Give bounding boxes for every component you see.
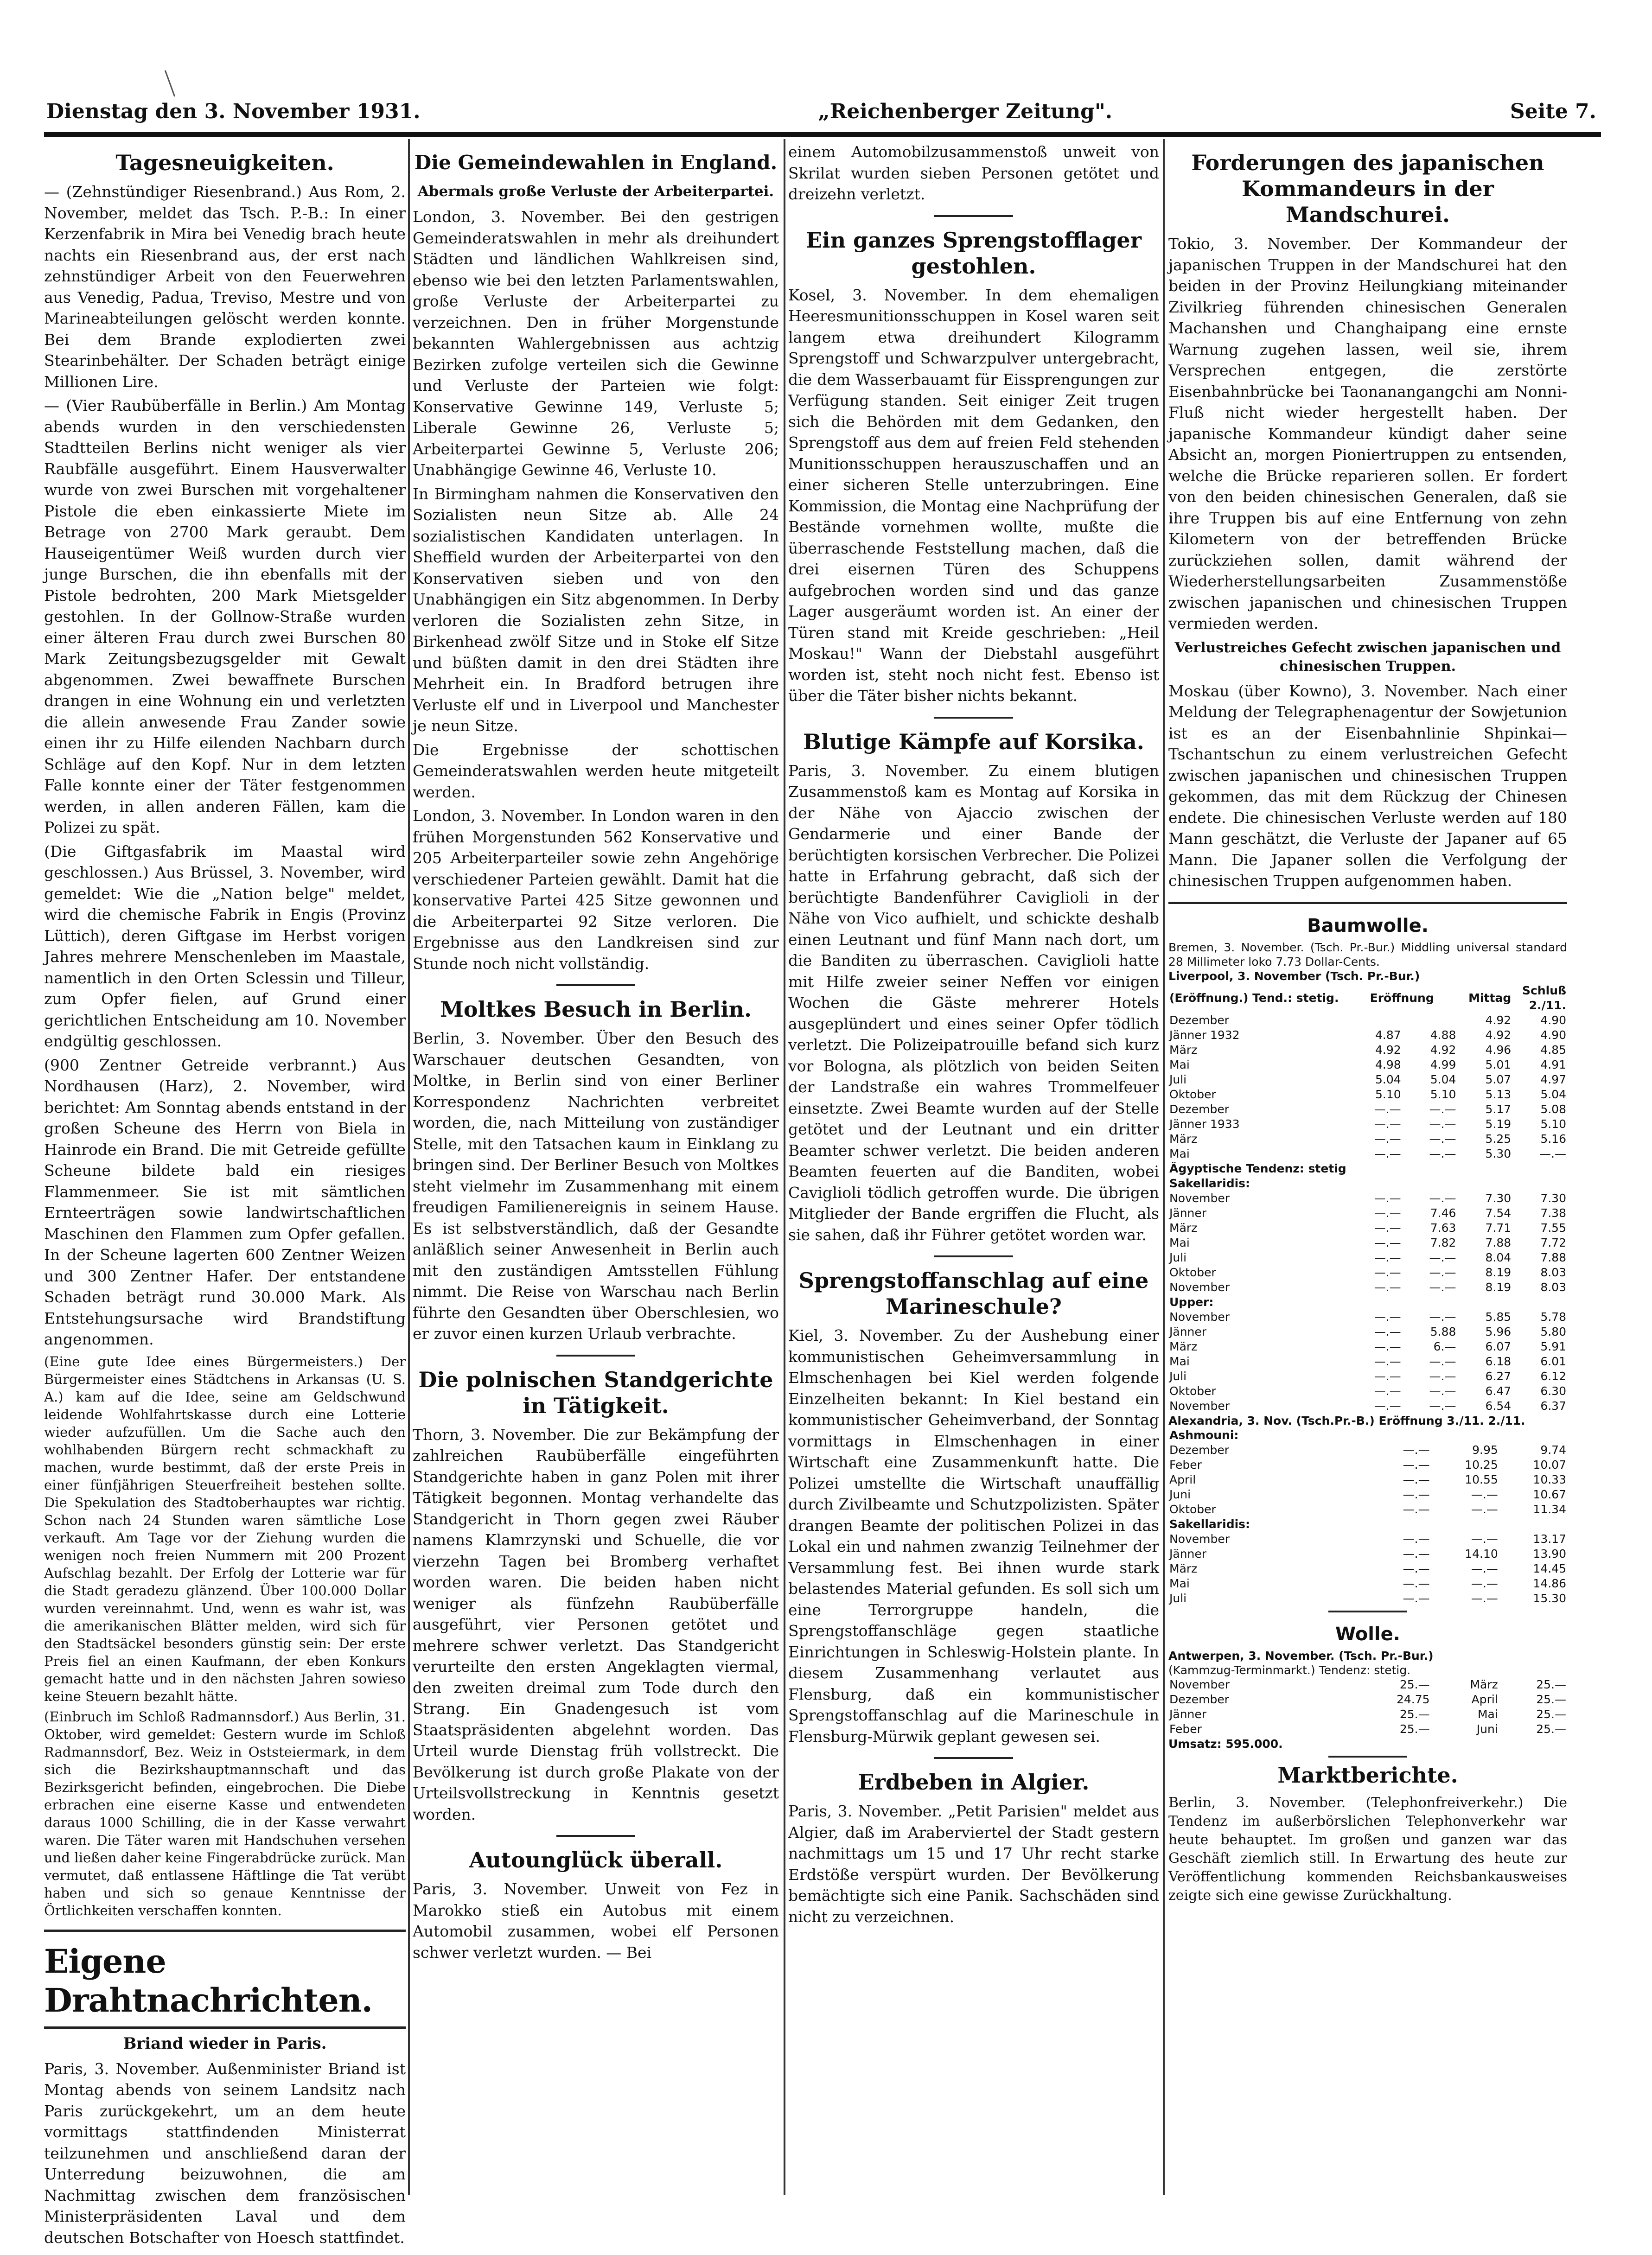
- row-label: Jänner 1932: [1169, 1028, 1240, 1042]
- row-label: März: [1169, 1221, 1198, 1235]
- column-4: [1168, 141, 1567, 2199]
- row-value: —.—: [1374, 1250, 1401, 1264]
- liverpool-sub: (Eröffnung.) Tend.: stetig.: [1169, 991, 1339, 1005]
- row-value: 8.03: [1540, 1280, 1566, 1294]
- row-value: 5.96: [1485, 1325, 1512, 1338]
- row-value: —.—: [1471, 1561, 1498, 1575]
- row-label: Jänner: [1169, 1325, 1207, 1338]
- table-row: [1168, 1384, 1567, 1399]
- row-value: —.—: [1374, 1117, 1401, 1131]
- table-row: [1168, 1087, 1567, 1102]
- column-3: [788, 141, 1159, 2218]
- row-value: 25.—: [1536, 1707, 1566, 1721]
- row-value: 6.07: [1485, 1339, 1512, 1353]
- table-row: [1168, 1280, 1567, 1295]
- table-row: [1168, 1206, 1567, 1221]
- article-continuation: einem Automobilzusammenstoß unweit von Skrilat wurden sieben Personen getötet und dreizehn verletzt.: [788, 143, 1159, 203]
- row-value: —.—: [1471, 1502, 1498, 1516]
- row-value: 4.90: [1540, 1013, 1566, 1027]
- row-value: 4.92: [1430, 1043, 1456, 1057]
- row-value: 5.10: [1430, 1087, 1456, 1101]
- market-umsatz: Umsatz: 595.000.: [1168, 1737, 1283, 1751]
- article-buergermeister: (Eine gute Idee eines Bürgermeisters.) Der Bürgermeister eines Städtchens in Arkansas (U. S. A.) kam auf die Idee, seine am Geldschwund leidende Wohlfahrtskasse durch eine Lotterie wieder aufzufüllen. Um die Sache auch den wohlhabenden Bürgern recht schmackhaft zu machen, wurde bestimmt, daß der erste Preis in einer fünfjährigen Steuerfreiheit bestehen sollte. Die Spekulation des Stadtoberhauptes war richtig. Schon nach 24 Stunden waren sämtliche Lose verkauft. Am Tage vor der Ziehung wurden die wenigen noch freien Nummern mit 200 Prozent Aufschlag bezahlt. Der Erfolg der Lotterie war für die Stadt geradezu glänzend. Über 100.000 Dollar wurden vereinnahmt. Und, wenn es wahr ist, was die amerikanischen Blätter melden, wird sich für den Stadtsäckel besonders günstig sein: Der erste Preis fiel an einen Kaufmann, der eben Konkurs gemacht hatte und in den nächsten Jahren sowieso keine Steuern bezahlt hätte.: [44, 1353, 406, 1704]
- row-label: Juli: [1169, 1250, 1187, 1264]
- pen-mark: [165, 70, 175, 96]
- row-value: 10.25: [1465, 1458, 1498, 1471]
- subheadline-verluste: Abermals große Verluste der Arbeiterpartei.: [417, 183, 774, 200]
- row-value: —.—: [1403, 1502, 1430, 1516]
- divider: [556, 1835, 635, 1837]
- article-marktberichte: Berlin, 3. November. (Telephonfreiverkehr.) Die Tendenz im außerbörslichen Telephonverkehr war heute behauptet. Im großen und ganzen war das Geschäft ziemlich still. In Erwartung des heute zur Veröffentlichung kommenden Reichsbankausweises zeigte sich eine gewisse Zurückhaltung.: [1168, 1794, 1567, 1904]
- table-row: [1168, 1236, 1567, 1250]
- row-value: 7.30: [1540, 1191, 1566, 1205]
- row-label: Oktober: [1169, 1502, 1216, 1516]
- row-value: —.—: [1374, 1399, 1401, 1413]
- row-label: Jänner: [1169, 1547, 1207, 1561]
- table-row: [1168, 1487, 1567, 1502]
- row-value: 4.98: [1375, 1057, 1401, 1071]
- table-row: [1168, 1692, 1567, 1707]
- row-value: 7.55: [1540, 1221, 1566, 1235]
- row-value: 13.90: [1533, 1547, 1566, 1561]
- row-value: —.—: [1403, 1532, 1430, 1546]
- table-row: [1168, 1250, 1567, 1265]
- row-value: 6.01: [1540, 1354, 1566, 1368]
- row-value: —.—: [1403, 1561, 1430, 1575]
- row-value: —.—: [1374, 1191, 1401, 1205]
- row-value: —.—: [1429, 1132, 1456, 1146]
- sakel2-head: Sakellaridis:: [1169, 1517, 1250, 1531]
- header-paper-name: „Reichenberger Zeitung".: [818, 99, 1113, 123]
- row-value: 10.67: [1533, 1487, 1566, 1501]
- divider: [934, 215, 1013, 217]
- row-value: —.—: [1429, 1354, 1456, 1368]
- table-row: [1168, 1072, 1567, 1087]
- row-value: 25.—: [1536, 1722, 1566, 1736]
- row-value: —.—: [1429, 1369, 1456, 1383]
- divider: [934, 717, 1013, 719]
- row-label: Dezember: [1169, 1013, 1230, 1027]
- row-value: 9.95: [1472, 1443, 1498, 1457]
- wool-table: [1168, 1677, 1567, 1737]
- article-riesenbrand: — (Zehnstündiger Riesenbrand.) Aus Rom, 2. November, meldet das Tsch. P.-B.: In einer Kerzenfabrik in Mira bei Venedig brach heute nachts ein Riesenbrand aus, der erst nach zehnstündiger Arbeit von den Feuerwehren aus Venedig, Padua, Treviso, Mestre und von Marineabteilungen gelöscht werden konnte. Bei dem Brande explodierten zwei Stearinbehälter. Der Schaden beträgt einige Millionen Lire.: [44, 183, 406, 391]
- table-row: [1168, 1591, 1567, 1606]
- divider: [44, 2026, 406, 2029]
- row-value: 5.25: [1485, 1132, 1512, 1146]
- headline-mandschurei: Forderungen des japanischen Kommandeurs in der Mandschurei.: [1191, 150, 1544, 227]
- headline-standgerichte: Die polnischen Standgerichte in Tätigkeit.: [418, 1367, 773, 1418]
- table-row: [1168, 1576, 1567, 1591]
- row-value: —.—: [1374, 1102, 1401, 1116]
- row-value: 4.92: [1375, 1043, 1401, 1057]
- row-value: —.—: [1403, 1487, 1430, 1501]
- row-value: —.—: [1403, 1472, 1430, 1486]
- divider: [44, 1930, 406, 1932]
- headline-sprengstofflager: Ein ganzes Sprengstofflager gestohlen.: [806, 227, 1142, 279]
- market-alexandria: Alexandria, 3. Nov. (Tsch.Pr.-B.) Eröffnung 3./11. 2./11.: [1168, 1414, 1525, 1427]
- table-row: [1168, 1561, 1567, 1576]
- column-divider: [408, 139, 410, 2195]
- row-value: 5.08: [1540, 1102, 1566, 1116]
- liverpool-table: [1168, 983, 1567, 1414]
- headline-marineschule: Sprengstoffanschlag auf eine Marineschule?: [798, 1268, 1149, 1319]
- row-label: Mai: [1169, 1147, 1190, 1160]
- header-page-number: Seite 7.: [1510, 99, 1596, 123]
- row-value: —.—: [1471, 1532, 1498, 1546]
- row-value: —.—: [1403, 1547, 1430, 1561]
- row-label: März: [1169, 1561, 1198, 1575]
- table-row: [1168, 1399, 1567, 1414]
- row-label: Dezember: [1169, 1443, 1230, 1457]
- article-sprengstofflager: Kosel, 3. November. In dem ehemaligen Heeresmunitionsschuppen in Kosel waren seit langem etwa dreihundert Kilogramm Sprengstoff und Schwarzpulver untergebracht, die dem Wasserbauamt für Eissprengungen zur Verfügung standen. Seit einiger Zeit trugen sich die Behörden mit dem Gedanken, den Sprengstoff aus dem auf freien Feld stehenden Munitionsschuppen herauszuschaffen und an einer sicheren Stelle unterzubringen. Eine Kommission, die Montag eine Nachprüfung der Bestände vornehmen wollte, mußte die überraschende Feststellung machen, daß die drei eisernen Türen des Schuppens aufgebrochen worden sind und das ganze Lager ausgeräumt worden ist. An einer der Türen stand mit Kreide geschrieben: „Heil Moskau!" Wann der Diebstahl ausgeführt worden ist, steht noch nicht fest. Ebenso ist über die Täter bisher nichts bekannt.: [788, 286, 1159, 705]
- row-value: 25.—: [1399, 1722, 1430, 1736]
- table-row: [1168, 1013, 1567, 1028]
- row-value: 7.88: [1485, 1236, 1512, 1249]
- table-row: [1168, 1325, 1567, 1339]
- headline-erdbeben: Erdbeben in Algier.: [858, 1770, 1090, 1795]
- table-row: [1168, 1102, 1567, 1117]
- article-schottland: Die Ergebnisse der schottischen Gemeinderatswahlen werden heute mitgeteilt werden.: [413, 740, 779, 801]
- row-value: 11.34: [1533, 1502, 1566, 1516]
- row-label: November: [1169, 1310, 1230, 1324]
- row-value: 14.86: [1533, 1576, 1566, 1590]
- row-value: 6.37: [1540, 1399, 1566, 1413]
- article-getreide: (900 Zentner Getreide verbrannt.) Aus Nordhausen (Harz), 2. November, wird berichtet: Am Sonntag abends entstand in der großen Scheune des Herrn von Biela in Hainrode ein Brand. Die mit Getreide gefüllte Scheune bildete bald ein riesiges Flammenmeer. Sie ist mit sämtlichen Ernteerträgen sowie landwirtschaftlichen Maschinen den Flammen zum Opfer gefallen. In der Scheune lagerten 600 Zentner Weizen und 300 Zentner Hafer. Der entstandene Schaden beträgt rund 30.000 Mark. Als Entstehungsursache wird Brandstiftung angenommen.: [44, 1056, 406, 1348]
- row-value: 7.38: [1540, 1206, 1566, 1220]
- row-value: [1347, 1013, 1402, 1028]
- row-value: —.—: [1374, 1236, 1401, 1249]
- row-value: 10.33: [1533, 1472, 1566, 1486]
- column-divider: [784, 139, 785, 2195]
- upper-head: Upper:: [1169, 1295, 1214, 1309]
- market-liverpool: Liverpool, 3. November (Tsch. Pr.-Bur.): [1168, 969, 1420, 983]
- article-korsika: Paris, 3. November. Zu einem blutigen Zusammenstoß kam es Montag auf Korsika in der Nähe von Ajaccio zwischen der Gendarmerie und einer Bande der berüchtigten korsischen Verbrecher. Die Polizei hatte in Erfahrung gebracht, daß sich der berüchtigte Bandenführer Caviglioli in der Nähe von Vico aufhielt, und schickte deshalb einen Leutnant und fünf Mann nach dort, um die Banditen zu überraschen. Caviglioli hatte mit Hilfe zweier seiner Neffen vor einigen Wochen die Gäste mehrerer Hotels ausgeplündert und eines seiner Opfer tödlich verletzt. Die Polizeipatrouille befand sich kurz vor Bologna, als plötzlich von beiden Seiten der Landstraße ein wahres Trommelfeuer einsetzte. Zwei Beamte wurden auf der Stelle getötet und der Leutnant und ein dritter Beamter schwer verletzt. Die beiden anderen Beamten feuerten auf die Banditen, wobei Caviglioli tödlich getroffen wurde. Die übrigen Mitglieder der Bande ergriffen die Flucht, als sie sahen, daß ihr Führer getötet worden war.: [788, 761, 1159, 1244]
- row-value: 5.10: [1375, 1087, 1401, 1101]
- row-value: —.—: [1403, 1443, 1430, 1457]
- row-value: —.—: [1374, 1132, 1401, 1146]
- row-value: 7.54: [1485, 1206, 1512, 1220]
- table-row: [1168, 1191, 1567, 1206]
- row-value: 5.10: [1540, 1117, 1566, 1131]
- table-row: [1168, 1354, 1567, 1369]
- table-row: [1168, 1057, 1567, 1072]
- table-row: [1168, 1369, 1567, 1384]
- sakel-head: Sakellaridis:: [1169, 1176, 1250, 1190]
- row-value: —.—: [1539, 1147, 1566, 1160]
- row-label: Oktober: [1169, 1087, 1216, 1101]
- row-label: Dezember: [1169, 1102, 1230, 1116]
- divider: [556, 1355, 635, 1357]
- row-label: Juli: [1169, 1591, 1187, 1605]
- row-value: März: [1470, 1677, 1498, 1691]
- divider: [1328, 1756, 1407, 1758]
- row-value: 5.16: [1540, 1132, 1566, 1146]
- row-value: 5.80: [1540, 1325, 1566, 1338]
- row-label: Juni: [1169, 1487, 1191, 1501]
- row-label: Juli: [1169, 1072, 1187, 1086]
- row-value: 4.88: [1430, 1028, 1456, 1042]
- row-label: Feber: [1169, 1722, 1202, 1736]
- headline-marktberichte: Marktberichte.: [1277, 1762, 1458, 1788]
- table-row: [1168, 1147, 1567, 1161]
- row-value: —.—: [1403, 1576, 1430, 1590]
- row-label: Oktober: [1169, 1384, 1216, 1398]
- row-label: November: [1169, 1532, 1230, 1546]
- market-title-baumwolle: Baumwolle.: [1307, 915, 1429, 936]
- headline-moltke: Moltkes Besuch in Berlin.: [440, 997, 752, 1022]
- col-mittag: Mittag: [1468, 991, 1512, 1005]
- row-value: 6.—: [1433, 1339, 1456, 1353]
- row-value: —.—: [1471, 1591, 1498, 1605]
- article-raubueberfaelle: — (Vier Raubüberfälle in Berlin.) Am Montag abends wurden in den verschiedensten Stadtteilen Berlins nicht weniger als vier Raubfälle ausgeführt. Einem Hausverwalter wurde von zwei Burschen mit vorgehaltener Pistole die eben einkassierte Miete im Betrage von 2700 Mark geraubt. Dem Hauseigentümer Weiß wurden durch vier junge Burschen, die ihn ebenfalls mit der Pistole bedrohten, 200 Mark Mietsgelder gestohlen. In der Gollnow-Straße wurden einer älteren Frau durch zwei Burschen 80 Mark Zeitungsbezugsgelder mit Gewalt abgenommen. Zwei bewaffnete Burschen drangen in eine Wohnung ein und verletzten die allein anwesende Frau Zander sowie einen ihr zu Hilfe eilenden Nachbarn durch Schläge auf den Kopf. Nur in dem letzten Falle konnte einer der Täter festgenommen werden, in allen anderen Fällen, kam die Polizei zu spät.: [44, 396, 406, 836]
- row-value: 8.03: [1540, 1265, 1566, 1279]
- row-value: 10.07: [1533, 1458, 1566, 1471]
- table-row: [1168, 1043, 1567, 1057]
- row-label: November: [1169, 1280, 1230, 1294]
- row-value: 6.18: [1485, 1354, 1512, 1368]
- market-title-wolle: Wolle.: [1335, 1623, 1400, 1645]
- row-value: —.—: [1374, 1384, 1401, 1398]
- column-2: [413, 141, 779, 2218]
- row-value: —.—: [1429, 1384, 1456, 1398]
- row-value: 4.99: [1430, 1057, 1456, 1071]
- row-label: Oktober: [1169, 1265, 1216, 1279]
- divider: [1168, 902, 1567, 904]
- row-label: Jänner: [1169, 1707, 1207, 1721]
- row-label: Juli: [1169, 1369, 1187, 1383]
- row-label: November: [1169, 1677, 1230, 1691]
- row-value: 13.17: [1533, 1532, 1566, 1546]
- running-header: [46, 95, 1596, 127]
- article-erdbeben: Paris, 3. November. „Petit Parisien" meldet aus Algier, daß im Araberviertel der Stadt gestern nachmittags um 15 und 17 Uhr recht starke Erdstöße verspürt wurden. Der Bevölkerung bemächtigte sich eine Panik. Sachschäden sind nicht zu verzeichnen.: [788, 1802, 1159, 1926]
- row-value: —.—: [1429, 1250, 1456, 1264]
- row-value: —.—: [1429, 1117, 1456, 1131]
- header-date: Dienstag den 3. November 1931.: [46, 99, 421, 123]
- row-value: —.—: [1374, 1354, 1401, 1368]
- market-antwerpen: Antwerpen, 3. November. (Tsch. Pr.-Bur.): [1168, 1649, 1434, 1663]
- article-gefecht: Moskau (über Kowno), 3. November. Nach einer Meldung der Telegraphenagentur der Sowjetunion ist es an der Eisenbahnlinie Shpinkai—Tschantschun zu einem verlustreichen Gefecht zwischen japanischen und chinesischen Truppen gekommen, das mit dem Rückzug der Chinesen endete. Die chinesischen Verluste werden auf 180 Mann geschätzt, die Verluste der Japaner auf 65 Mann. Die Japaner sollen die Verfolgung der chinesischen Truppen aufgenommen haben.: [1168, 682, 1567, 890]
- table-row: [1168, 1547, 1567, 1561]
- section-title-drahtnachrichten: Eigene Drahtnachrichten.: [44, 1942, 373, 2019]
- section-title-tagesneuigkeiten: Tagesneuigkeiten.: [115, 150, 334, 175]
- row-value: [1402, 1013, 1457, 1028]
- table-row: [1168, 1443, 1567, 1458]
- row-value: 15.30: [1533, 1591, 1566, 1605]
- row-value: —.—: [1374, 1339, 1401, 1353]
- article-autounglueck: Paris, 3. November. Unweit von Fez in Marokko stieß ein Autobus mit einem Automobil zusammen, wobei elf Personen schwer verletzt wurden. — Bei: [413, 1880, 779, 1962]
- row-value: —.—: [1374, 1206, 1401, 1220]
- row-value: 14.45: [1533, 1561, 1566, 1575]
- row-value: 25.—: [1536, 1677, 1566, 1691]
- article-briand: Paris, 3. November. Außenminister Briand ist Montag abends von seinem Landsitz nach Paris zurückgekehrt, um an dem heute vormittags stattfindenden Ministerrat teilzunehmen und anschließend daran der Unterredung beizuwohnen, die am Nachmittag zwischen dem französischen Ministerpräsidenten Laval und dem deutschen Botschafter von Hoesch stattfindet.: [44, 2059, 406, 2247]
- headline-korsika: Blutige Kämpfe auf Korsika.: [803, 729, 1144, 754]
- col-schluss: Schluß 2./11.: [1522, 983, 1566, 1012]
- row-value: 25.—: [1399, 1677, 1430, 1691]
- row-value: 4.85: [1540, 1043, 1566, 1057]
- headline-briand: Briand wieder in Paris.: [123, 2034, 327, 2053]
- row-value: 5.04: [1430, 1072, 1456, 1086]
- divider: [934, 1757, 1013, 1759]
- row-label: Jänner: [1169, 1206, 1207, 1220]
- table-row: [1168, 1132, 1567, 1147]
- row-value: 14.10: [1465, 1547, 1498, 1561]
- row-value: —.—: [1374, 1325, 1401, 1338]
- row-value: 8.04: [1485, 1250, 1512, 1264]
- row-value: 4.97: [1540, 1072, 1566, 1086]
- row-value: 7.71: [1485, 1221, 1512, 1235]
- row-value: 10.55: [1465, 1472, 1498, 1486]
- row-value: 5.01: [1485, 1057, 1512, 1071]
- row-value: 25.—: [1399, 1707, 1430, 1721]
- row-value: —.—: [1429, 1147, 1456, 1160]
- row-label: November: [1169, 1191, 1230, 1205]
- table-row: [1168, 1532, 1567, 1547]
- table-row: [1168, 1472, 1567, 1487]
- row-value: 5.88: [1430, 1325, 1456, 1338]
- row-value: —.—: [1374, 1147, 1401, 1160]
- row-value: —.—: [1374, 1265, 1401, 1279]
- row-value: 24.75: [1397, 1692, 1430, 1706]
- row-value: 7.63: [1430, 1221, 1456, 1235]
- row-value: 5.85: [1485, 1310, 1512, 1324]
- article-london-1: London, 3. November. Bei den gestrigen Gemeinderatswahlen in mehr als dreihundert Städten und ländlichen Wahlkreisen sind, ebenso wie bei den letzten Parlamentswahlen, große Verluste der Arbeiterpartei zu verzeichnen. Den in früher Morgenstunde bekannten Wahlergebnissen aus achtzig Bezirken zufolge verteilen sich die Gewinne und Verluste der Parteien wie folgt: Konservative Gewinne 149, Verluste 5; Liberale Gewinne 26, Verluste 5; Arbeiterpartei Gewinne 5, Verluste 206; Unabhängige Gewinne 46, Verluste 10.: [413, 208, 779, 479]
- row-value: —.—: [1374, 1280, 1401, 1294]
- row-value: 7.30: [1485, 1191, 1512, 1205]
- row-value: —.—: [1429, 1310, 1456, 1324]
- row-value: —.—: [1403, 1458, 1430, 1471]
- row-value: —.—: [1429, 1280, 1456, 1294]
- table-row: [1168, 1502, 1567, 1517]
- row-label: Dezember: [1169, 1692, 1230, 1706]
- article-marineschule: Kiel, 3. November. Zu der Aushebung einer kommunistischen Geheimversammlung in Elmschenhagen bei Kiel werden folgende Einzelheiten bekannt: In Kiel bestand ein kommunistischer Geheimverband, der Sonntag vormittags in Elmschenhagen in einer Wirtschaft eine Zusammenkunft hatte. Die Polizei umstellte die Wirtschaft unauffällig durch Zivilbeamte und Schutzpolizisten. Später drangen Beamte der politischen Polizei in das Lokal ein und nahmen zwanzig Teilnehmer der Versammlung fest. Bei ihnen wurde stark belastendes Material gefunden. Es soll sich um eine Terrorgruppe handeln, die Sprengstoffanschläge gegen staatliche Einrichtungen in Schleswig-Holstein plante. In diesem Zusammenhang verlautet aus Flensburg, daß ein kommunistischer Sprengstoffanschlag auf die Marineschule in Flensburg-Mürwik geplant gewesen sei.: [788, 1326, 1159, 1745]
- divider: [556, 984, 635, 986]
- article-einbruch: (Einbruch im Schloß Radmannsdorf.) Aus Berlin, 31. Oktober, wird gemeldet: Gestern wurde im Schloß Radmannsdorf, Bez. Weiz in Oststeiermark, in dem sich die Bezirkshauptmannschaft und das Bezirksgericht befinden, eingebrochen. Die Diebe erbrachen eine eiserne Kasse und entwendeten daraus 1000 Schilling, die in der Kasse verwahrt waren. Die Täter waren mit Handschuhen versehen und ließen daher keine Fingerabdrücke zurück. Man vermutet, daß entlassene Häftlinge die Tat verübt haben und sich so genaue Kenntnisse der Örtlichkeiten verschaffen konnten.: [44, 1708, 406, 1918]
- row-value: 5.30: [1485, 1147, 1512, 1160]
- row-value: 7.72: [1540, 1236, 1566, 1249]
- row-value: 7.46: [1430, 1206, 1456, 1220]
- row-label: Mai: [1169, 1576, 1190, 1590]
- row-value: 8.19: [1485, 1265, 1512, 1279]
- row-value: 5.17: [1485, 1102, 1512, 1116]
- row-value: —.—: [1429, 1399, 1456, 1413]
- egypt-head: Ägyptische Tendenz: stetig: [1169, 1161, 1346, 1175]
- row-value: 4.91: [1540, 1057, 1566, 1071]
- row-value: Mai: [1477, 1707, 1498, 1721]
- divider: [1328, 1611, 1407, 1612]
- row-value: 4.96: [1485, 1043, 1512, 1057]
- headline-autounglueck: Autounglück überall.: [469, 1847, 723, 1873]
- row-value: 6.12: [1540, 1369, 1566, 1383]
- row-label: April: [1169, 1472, 1196, 1486]
- row-label: Feber: [1169, 1458, 1202, 1471]
- table-row: [1168, 1117, 1567, 1132]
- table-row: [1168, 1221, 1567, 1236]
- row-value: 6.30: [1540, 1384, 1566, 1398]
- row-value: 5.13: [1485, 1087, 1512, 1101]
- article-birmingham: In Birmingham nahmen die Konservativen den Sozialisten neun Sitze ab. Alle 24 sozialistischen Kandidaten unterlagen. In Sheffield wurden der Arbeiterpartei von den Konservativen sieben und von den Unabhängigen ein Sitz abgenommen. In Derby verloren die Sozialisten zehn Sitze, in Birkenhead zwölf Sitze und in Stoke elf Sitze und büßten damit in den drei Städten ihre Mehrheit ein. In Bradford betrugen ihre Verluste elf und in Liverpool und Manchester je neun Sitze.: [413, 484, 779, 735]
- subheadline-gefecht: Verlustreiches Gefecht zwischen japanischen und chinesischen Truppen.: [1174, 639, 1561, 675]
- table-row: [1168, 1458, 1567, 1472]
- article-standgerichte: Thorn, 3. November. Die zur Bekämpfung der zahlreichen Raubüberfälle eingeführten Standgerichte haben in ganz Polen mit ihrer Tätigkeit begonnen. Montag verhandelte das Standgericht in Thorn gegen zwei Räuber namens Klamrzynski und Schuelle, die vor vierzehn Tagen bei Bromberg verhaftet worden waren. Die beiden haben nicht weniger als fünfzehn Raubüberfälle ausgeführt, vier Personen getötet und mehrere schwer verletzt. Das Standgericht verurteilte den ersten Angeklagten viermal, den zweiten dreimal zum Tode durch den Strang. Ein Gnadengesuch ist vom Staatspräsidenten abgelehnt worden. Das Urteil wurde Dienstag früh vollstreckt. Die Bevölkerung ist durch große Plakate von der Urteilsvollstreckung in Kenntnis gesetzt worden.: [413, 1425, 779, 1823]
- alexandria-table: [1168, 1428, 1567, 1606]
- market-antwerpen-sub: (Kammzug-Terminmarkt.) Tendenz: stetig.: [1168, 1663, 1411, 1677]
- row-value: 5.04: [1540, 1087, 1566, 1101]
- row-label: November: [1169, 1399, 1230, 1413]
- row-value: 6.54: [1485, 1399, 1512, 1413]
- table-row: [1168, 1677, 1567, 1692]
- table-row: [1168, 1339, 1567, 1354]
- row-value: 6.47: [1485, 1384, 1512, 1398]
- row-value: 7.88: [1540, 1250, 1566, 1264]
- article-moltke: Berlin, 3. November. Über den Besuch des Warschauer deutschen Gesandten, von Moltke, in Berlin sind von einer Berliner Korrespondenz Nachrichten verbreitet worden, die, nach Mitteilung von zuständiger Stelle, mit den Tatsachen kaum in Einklang zu bringen sind. Der Berliner Besuch von Moltkes steht vielmehr im Zusammenhang mit einem freudigen Familienereignis in seinem Hause. Es ist selbstverständlich, daß der Gesandte anläßlich seiner Anwesenheit in Berlin auch mit den zuständigen Amtsstellen Fühlung nimmt. Die Reise von Warschau nach Berlin führte den Gesandten über Oberschlesien, wo er zuvor einen kurzen Urlaub verbrachte.: [413, 1029, 779, 1343]
- col-eroeffnung: Eröffnung: [1370, 991, 1434, 1005]
- market-bremen: Bremen, 3. November. (Tsch. Pr.-Bur.) Middling universal standard 28 Millimeter loko 7.73 Dollar-Cents.: [1168, 940, 1567, 968]
- row-value: 7.82: [1430, 1236, 1456, 1249]
- row-value: —.—: [1374, 1221, 1401, 1235]
- row-value: 4.92: [1485, 1013, 1512, 1027]
- table-row: [1168, 1722, 1567, 1737]
- row-label: März: [1169, 1132, 1198, 1146]
- header-rule: [44, 132, 1601, 137]
- row-label: März: [1169, 1043, 1198, 1057]
- row-value: —.—: [1471, 1487, 1498, 1501]
- row-value: 5.91: [1540, 1339, 1566, 1353]
- table-row: [1168, 1707, 1567, 1722]
- table-row: [1168, 1265, 1567, 1280]
- row-value: 5.19: [1485, 1117, 1512, 1131]
- table-row: [1168, 1028, 1567, 1043]
- row-value: 4.90: [1540, 1028, 1566, 1042]
- row-label: März: [1169, 1339, 1198, 1353]
- row-value: 5.07: [1485, 1072, 1512, 1086]
- row-label: Jänner 1933: [1169, 1117, 1240, 1131]
- row-value: —.—: [1429, 1265, 1456, 1279]
- row-value: 6.27: [1485, 1369, 1512, 1383]
- article-mandschurei: Tokio, 3. November. Der Kommandeur der japanischen Truppen in der Mandschurei hat den beiden in der Provinz Heilungkiang miteinander Zivilkrieg führenden chinesischen Generalen Machanshen und Changhaipang eine ernste Warnung zugehen lassen, weil sie, ihrem Versprechen entgegen, die zerstörte Eisenbahnbrücke bei Taonanangangchi am Nonni-Fluß nicht wieder hergestellt haben. Der japanische Kommandeur kündigt daher seine Absicht an, morgen Pioniertruppen zu entsenden, welche die Brücke reparieren sollen. Er fordert von den beiden chinesischen Generalen, daß sie ihre Truppen bis auf eine Entfernung von zehn Kilometern von der betreffenden Brücke zurückziehen sollen, damit während der Wiederherstellungsarbeiten Zusammenstöße zwischen japanischen und chinesischen Truppen vermieden werden.: [1168, 235, 1567, 632]
- row-value: 5.78: [1540, 1310, 1566, 1324]
- row-label: Mai: [1169, 1057, 1190, 1071]
- row-value: Juni: [1476, 1722, 1498, 1736]
- row-value: April: [1471, 1692, 1498, 1706]
- row-value: —.—: [1374, 1369, 1401, 1383]
- table-row: [1168, 1310, 1567, 1325]
- row-value: —.—: [1403, 1591, 1430, 1605]
- column-1: [44, 141, 406, 2247]
- row-label: Mai: [1169, 1354, 1190, 1368]
- row-value: 4.87: [1375, 1028, 1401, 1042]
- row-value: 25.—: [1536, 1692, 1566, 1706]
- headline-gemeindewahlen: Die Gemeindewahlen in England.: [414, 151, 778, 174]
- row-value: 4.92: [1485, 1028, 1512, 1042]
- article-giftgasfabrik: (Die Giftgasfabrik im Maastal wird geschlossen.) Aus Brüssel, 3. November, wird gemeldet: Wie die „Nation belge" meldet, wird die chemische Fabrik in Engis (Provinz Lüttich), deren Giftgase im Herbst vorigen Jahres mehrere Menschenleben im Maastale, namentlich in den Orten Sclessin und Tilleur, zum Opfer fielen, auf Grund einer gerichtlichen Entscheidung am 10. November endgültig geschlossen.: [44, 842, 406, 1050]
- column-divider: [1163, 139, 1165, 2195]
- row-value: 5.04: [1375, 1072, 1401, 1086]
- divider: [934, 1255, 1013, 1257]
- row-value: 8.19: [1485, 1280, 1512, 1294]
- row-value: 9.74: [1540, 1443, 1566, 1457]
- article-london-2: London, 3. November. In London waren in den frühen Morgenstunden 562 Konservative und 205 Arbeiterparteiler sowie zehn Angehörige verschiedener Parteien gewählt. Damit hat die konservative Partei 425 Sitze gewonnen und die Arbeiterpartei 92 Sitze verloren. Die Ergebnisse aus den Landkreisen sind zur Stunde noch nicht vollständig.: [413, 807, 779, 973]
- row-value: —.—: [1471, 1576, 1498, 1590]
- row-value: —.—: [1374, 1310, 1401, 1324]
- row-value: —.—: [1429, 1191, 1456, 1205]
- row-label: Mai: [1169, 1236, 1190, 1249]
- ashmouni-head: Ashmouni:: [1169, 1428, 1239, 1442]
- row-value: —.—: [1429, 1102, 1456, 1116]
